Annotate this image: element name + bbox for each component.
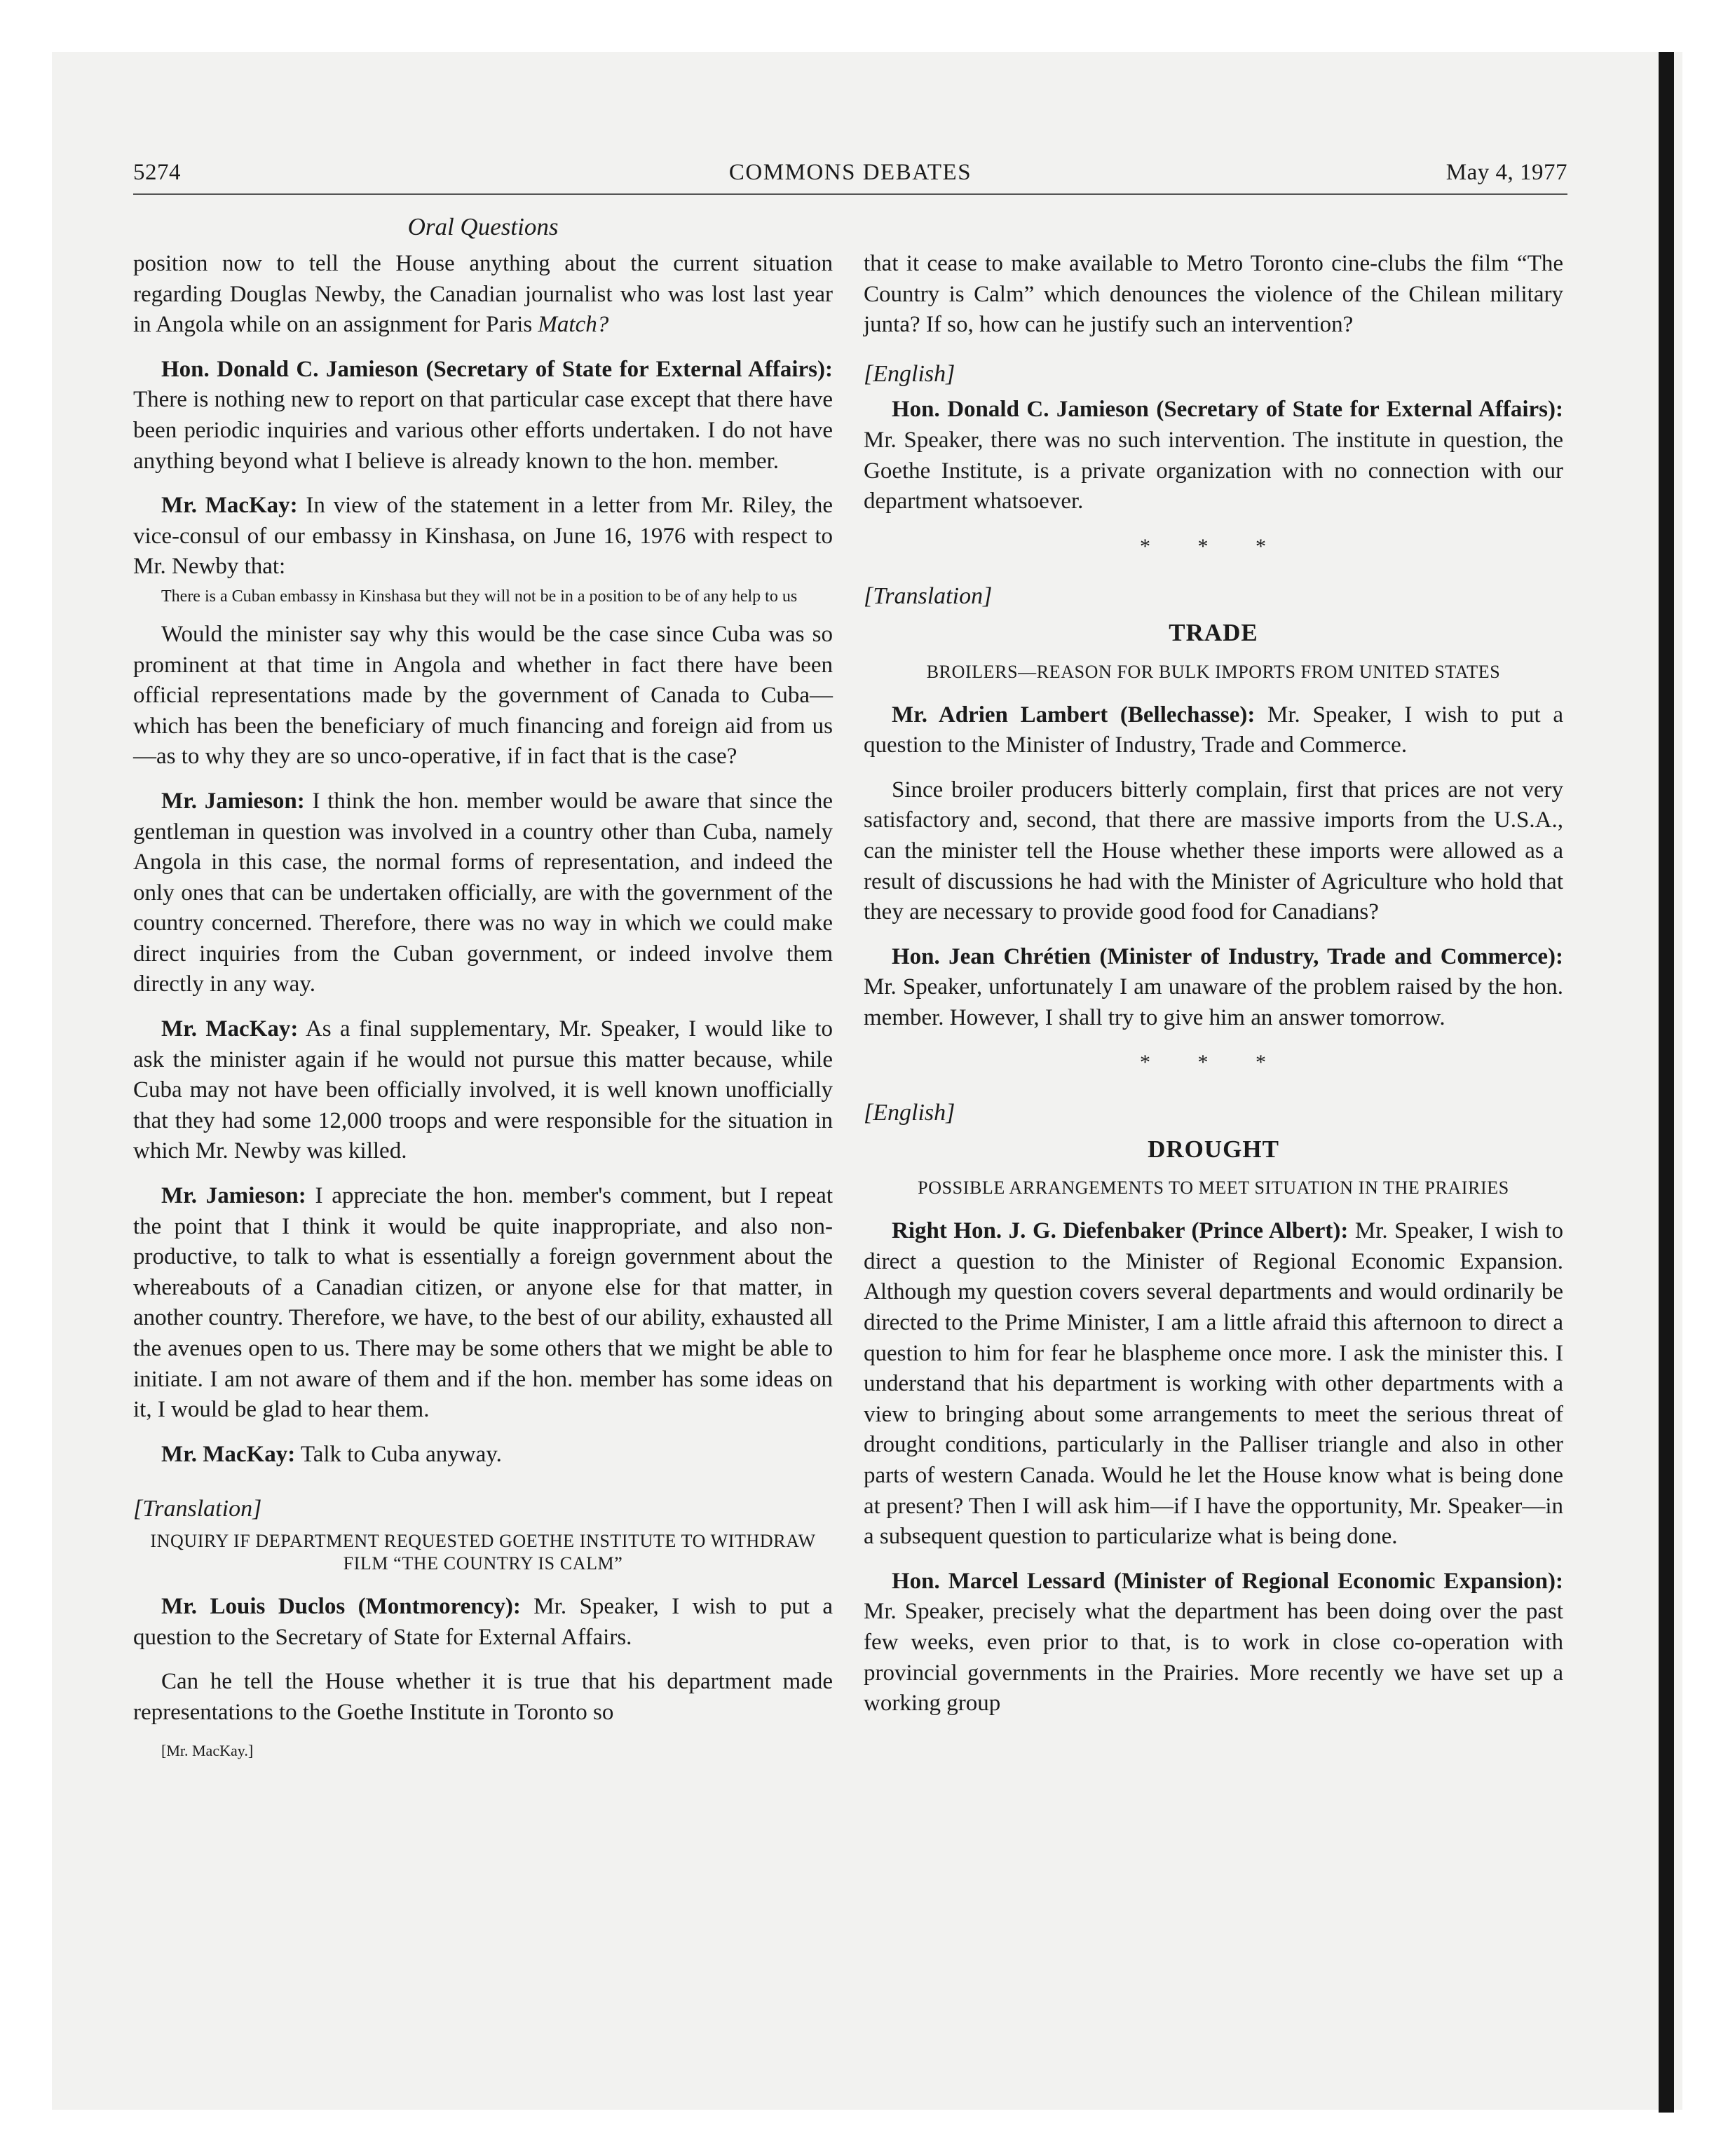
language-tag: [Translation] bbox=[864, 583, 993, 610]
paragraph: Would the minister say why this would be the case since Cuba was so prominent at that time in Angola and whether in fact there have been official representations made by the government of Canada to Cuba—which has been the beneficiary of much financing and foreign aid from us—as to why they are so unco-operative, if in fact that is the case? bbox=[133, 621, 833, 770]
speaker-name: Right Hon. J. G. Diefenbaker (Prince Albert): bbox=[892, 1218, 1349, 1244]
speaker-name: Hon. Marcel Lessard (Minister of Regional Economic Expansion): bbox=[892, 1568, 1563, 1594]
subheading: BROILERS—REASON FOR BULK IMPORTS FROM UNITED STATES bbox=[926, 661, 1501, 682]
signoff-note: [Mr. MacKay.] bbox=[161, 1742, 254, 1760]
paragraph bbox=[864, 1216, 1563, 1553]
paragraph-text: Mr. Speaker, I wish to put a question to the Minister of Industry, Trade and Commerce. bbox=[864, 702, 1563, 758]
speaker-name: Hon. Donald C. Jamieson (Secretary of State for External Affairs): bbox=[161, 356, 833, 382]
speaker-name: Mr. MacKay: bbox=[161, 1016, 299, 1042]
paragraph-text: Mr. Speaker, precisely what the department has been doing over the past few weeks, even prior to that, is to work in close co-operation with provincial governments in the Prairies. More recently we have set up a working group bbox=[864, 1599, 1563, 1717]
paragraph: Can he tell the House whether it is true that his department made representations to the Goethe Institute in Toronto so bbox=[133, 1669, 833, 1725]
section-separator: * * * bbox=[1140, 534, 1287, 558]
paragraph bbox=[864, 395, 1563, 517]
language-tag: [Translation] bbox=[133, 1496, 262, 1522]
paragraph-text: Mr. Speaker, there was no such intervention. The institute in question, the Goethe Institute, is a private organization with no connection with our department whatsoever. bbox=[864, 427, 1563, 514]
speaker-name: Mr. Jamieson: bbox=[161, 788, 305, 814]
section-separator: * * * bbox=[1140, 1051, 1287, 1074]
section-heading: TRADE bbox=[1169, 618, 1258, 646]
paragraph-text: I appreciate the hon. member's comment, but I repeat the point that I think it would be quite inappropriate, and also non-productive, to talk to what is essentially a foreign government about the whereabouts of a Canadian citizen, or anyone else for that matter, in another country. Therefore, we have, to the best of our ability, exhausted all the avenues open to us. There may be some others that we might be able to initiate. I am not aware of them and if the hon. member has some ideas on it, I would be glad to hear them. bbox=[133, 1183, 833, 1423]
paragraph-text: position now to tell the House anything about the current situation regarding Douglas Newby, the Canadian journalist who was lost last year in Angola while on an assignment for Paris bbox=[133, 251, 833, 338]
paragraph-text: Mr. Speaker, I wish to put a question to the Secretary of State for External Affairs. bbox=[133, 1593, 833, 1650]
paragraph bbox=[133, 1440, 833, 1471]
paragraph-text: In view of the statement in a letter from Mr. Riley, the vice-consul of our embassy in Kinshasa, on June 16, 1976 with respect to Mr. Newby that: bbox=[133, 493, 834, 580]
speaker-name: Hon. Jean Chrétien (Minister of Industry, Trade and Commerce): bbox=[892, 943, 1563, 969]
paragraph-italic: Match? bbox=[538, 312, 609, 338]
paragraph-text: Mr. Speaker, unfortunately I am unaware of the problem raised by the hon. member. However, I shall try to give him an answer tomorrow. bbox=[864, 974, 1563, 1030]
paragraph bbox=[864, 700, 1563, 761]
paragraph bbox=[133, 1181, 833, 1426]
paragraph-text: Mr. Speaker, I wish to direct a question to the Minister of Regional Economic Expansion. Although my question covers several departments and would ordinarily be directed to the Prime Minister, I am a little afraid this afternoon to direct a question to him for fear he blaspheme once more. I ask the minister this. I understand that his department is working with other departments with a view to bringing about some arrangements to meet the serious threat of drought conditions, particularly in the Palliser triangle and also in other parts of western Canada. Would he let the House know what is being done at present? Then I will ask him—if I have the opportunity, Mr. Speaker—in a subsequent question to particularize what is being done. bbox=[864, 1218, 1563, 1550]
right-column bbox=[864, 249, 1563, 1719]
speaker-name: Mr. Jamieson: bbox=[161, 1183, 306, 1209]
publication-date: May 4, 1977 bbox=[1445, 160, 1567, 185]
paragraph: Since broiler producers bitterly complain, first that prices are not very satisfactory and, second, that there are massive imports from the U.S.A., can the minister tell the House whether these imports were allowed as a result of discussions he had with the Minister of Agriculture who hold that they are necessary to provide good food for Canadians? bbox=[864, 777, 1563, 925]
paragraph-text: I think the hon. member would be aware that since the gentleman in question was involved in a country other than Cuba, namely Angola in this case, the normal forms of representation, and indeed the only ones that can be undertaken officially, are with the government of the country concerned. Therefore, there was no way in which we could make direct inquiries from the Cuban government, or indeed involve them directly in any way. bbox=[133, 788, 833, 997]
section-heading: DROUGHT bbox=[1148, 1135, 1279, 1163]
subheading: POSSIBLE ARRANGEMENTS TO MEET SITUATION IN THE PRAIRIES bbox=[918, 1178, 1509, 1199]
publication-title: COMMONS DEBATES bbox=[728, 160, 972, 185]
left-column bbox=[133, 249, 833, 1761]
header-rule bbox=[133, 193, 1567, 195]
speaker-name: Mr. MacKay: bbox=[161, 493, 298, 519]
paragraph: that it cease to make available to Metro Toronto cine-clubs the film “The Country is Calm” which denounces the violence of the Chilean military junta? If so, how can he justify such an intervention? bbox=[864, 251, 1563, 338]
speaker-name: Hon. Donald C. Jamieson (Secretary of State for External Affairs): bbox=[892, 397, 1563, 423]
paragraph bbox=[133, 355, 833, 477]
language-tag: [English] bbox=[864, 1100, 955, 1126]
paragraph bbox=[133, 786, 833, 1000]
scan-edge-bar bbox=[1659, 52, 1674, 2113]
subheading: INQUIRY IF DEPARTMENT REQUESTED GOETHE INSTITUTE TO WITHDRAW FILM “THE COUNTRY IS CALM” bbox=[150, 1530, 816, 1574]
paragraph bbox=[133, 491, 833, 582]
page-number: 5274 bbox=[133, 160, 181, 185]
section-title: Oral Questions bbox=[407, 213, 559, 240]
speaker-name: Mr. MacKay: bbox=[161, 1441, 296, 1467]
paragraph-text: As a final supplementary, Mr. Speaker, I would like to ask the minister again if he would not pursue this matter because, while Cuba may not have been officially involved, it is well known unofficially that they had some 12,000 troops and were responsible for the situation in which Mr. Newby was killed. bbox=[133, 1016, 833, 1164]
block-quote: There is a Cuban embassy in Kinshasa but they will not be in a position to be of any help to us bbox=[161, 587, 798, 606]
paragraph-text: There is nothing new to report on that particular case except that there have been periodic inquiries and various other efforts undertaken. I do not have anything beyond what I believe is already known to the hon. member. bbox=[133, 387, 833, 474]
language-tag: [English] bbox=[864, 360, 955, 387]
paragraph bbox=[864, 1567, 1563, 1719]
paragraph bbox=[133, 1014, 833, 1167]
speaker-name: Mr. Adrien Lambert (Bellechasse): bbox=[892, 702, 1256, 728]
paragraph bbox=[133, 1592, 833, 1653]
page-header bbox=[133, 160, 1567, 196]
paragraph bbox=[133, 249, 833, 341]
speaker-name: Mr. Louis Duclos (Montmorency): bbox=[161, 1593, 521, 1619]
paragraph-text: Talk to Cuba anyway. bbox=[295, 1441, 502, 1467]
paragraph bbox=[864, 942, 1563, 1034]
